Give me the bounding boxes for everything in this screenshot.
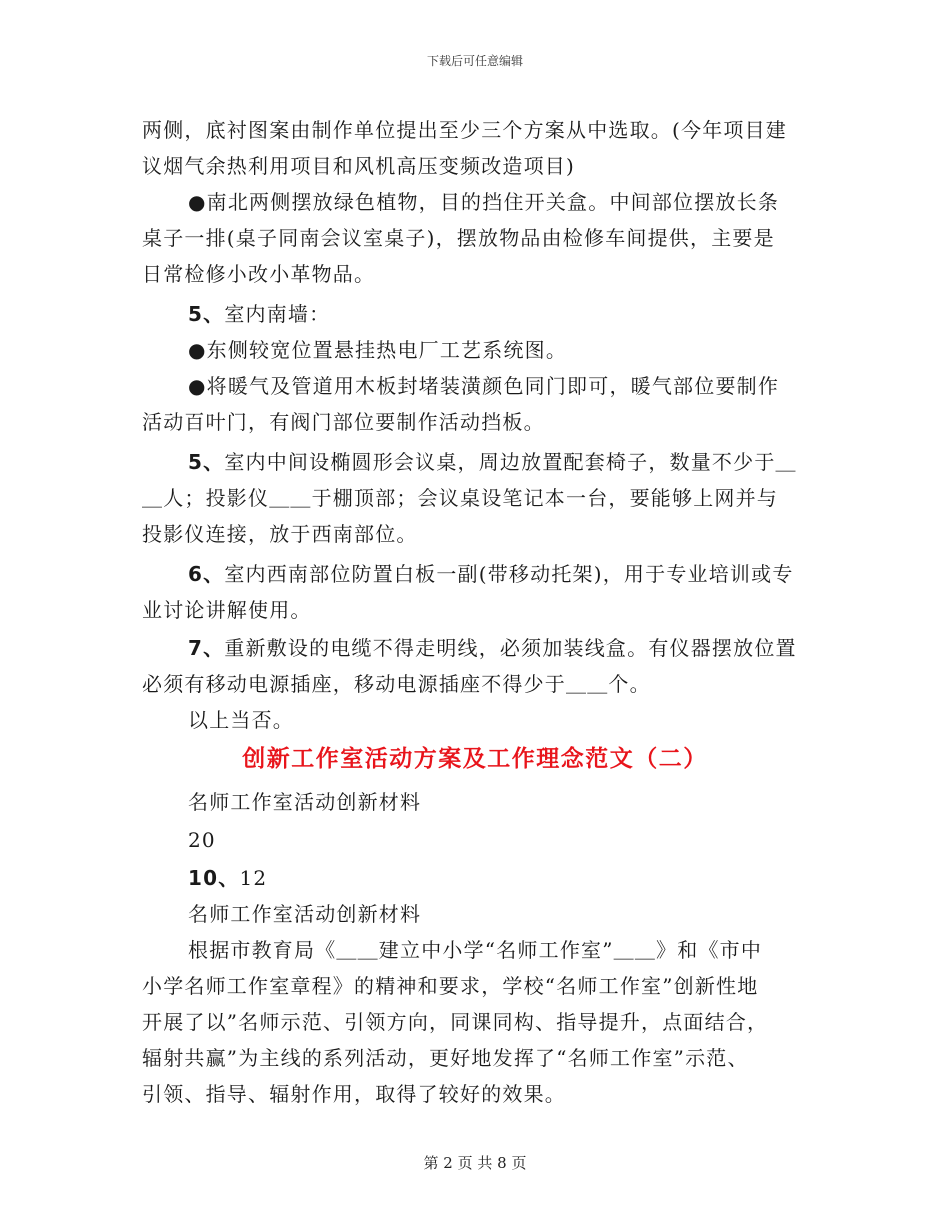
paragraph-line: 辐射共赢”为主线的系列活动，更好地发挥了“名师工作室”示范、 xyxy=(142,1046,749,1070)
numbered-item xyxy=(188,866,267,890)
page-header-note: 下载后可任意编辑 xyxy=(426,54,523,68)
paragraph-line: 开展了以”名师示范、引领方向，同课同构、指导提升，点面结合， xyxy=(142,1010,769,1034)
section-title: 创新工作室活动方案及工作理念范文（二） xyxy=(242,746,708,772)
item-text: 重新敷设的电缆不得走明线，必须加装线盒。有仪器摆放位置 xyxy=(224,636,797,660)
paragraph-line: 小学名师工作室章程》的精神和要求，学校“名师工作室”创新性地 xyxy=(142,974,759,998)
paragraph-line: 根据市教育局《＿＿建立中小学“名师工作室”＿＿》和《市中 xyxy=(188,938,763,962)
item-text: 室内南墙： xyxy=(224,302,331,326)
item-number: 5、 xyxy=(188,450,225,474)
item-text: 室内西南部位防置白板一副(带移动托架)，用于专业培训或专 xyxy=(224,562,794,586)
item-text: 室内中间设椭圆形会议桌，周边放置配套椅子，数量不少于＿ xyxy=(224,450,797,474)
page-number: 第 2 页 共 8 页 xyxy=(423,1154,527,1172)
numbered-item xyxy=(188,302,330,326)
item-number: 5、 xyxy=(188,302,225,326)
paragraph-line: 必须有移动电源插座，移动电源插座不得少于＿＿个。 xyxy=(142,672,651,696)
paragraph-line: 20 xyxy=(188,828,216,852)
paragraph-line: 两侧，底衬图案由制作单位提出至少三个方案从中选取。(今年项目建 xyxy=(142,118,788,142)
paragraph-line: 名师工作室活动创新材料 xyxy=(188,790,422,814)
paragraph-line: ●东侧较宽位置悬挂热电厂工艺系统图。 xyxy=(188,338,568,362)
item-number: 10、 xyxy=(188,866,240,890)
numbered-item xyxy=(188,450,797,474)
paragraph-line: ＿人；投影仪＿＿于棚顶部；会议桌设笔记本一台，要能够上网并与 xyxy=(142,486,778,510)
paragraph-line: 议烟气余热利用项目和风机高压变频改造项目) xyxy=(142,154,576,178)
paragraph-line: 业讨论讲解使用。 xyxy=(142,598,312,622)
paragraph-line: ●将暖气及管道用木板封堵装潢颜色同门即可，暖气部位要制作 xyxy=(188,374,780,398)
paragraph-line: 桌子一排(桌子同南会议室桌子)，摆放物品由检修车间提供，主要是 xyxy=(142,226,775,250)
paragraph-line: 活动百叶门，有阀门部位要制作活动挡板。 xyxy=(142,410,545,434)
paragraph-line: 名师工作室活动创新材料 xyxy=(188,902,422,926)
item-text: 12 xyxy=(239,866,268,890)
paragraph-line: 以上当否。 xyxy=(188,708,294,732)
paragraph-line: 投影仪连接，放于西南部位。 xyxy=(142,522,418,546)
paragraph-line: ●南北两侧摆放绿色植物，目的挡住开关盒。中间部位摆放长条 xyxy=(188,190,780,214)
paragraph-line: 引领、指导、辐射作用，取得了较好的效果。 xyxy=(142,1082,566,1106)
paragraph-line: 日常检修小改小革物品。 xyxy=(142,262,376,286)
numbered-item xyxy=(188,562,794,586)
item-number: 6、 xyxy=(188,562,225,586)
numbered-item xyxy=(188,636,797,660)
item-number: 7、 xyxy=(188,636,225,660)
